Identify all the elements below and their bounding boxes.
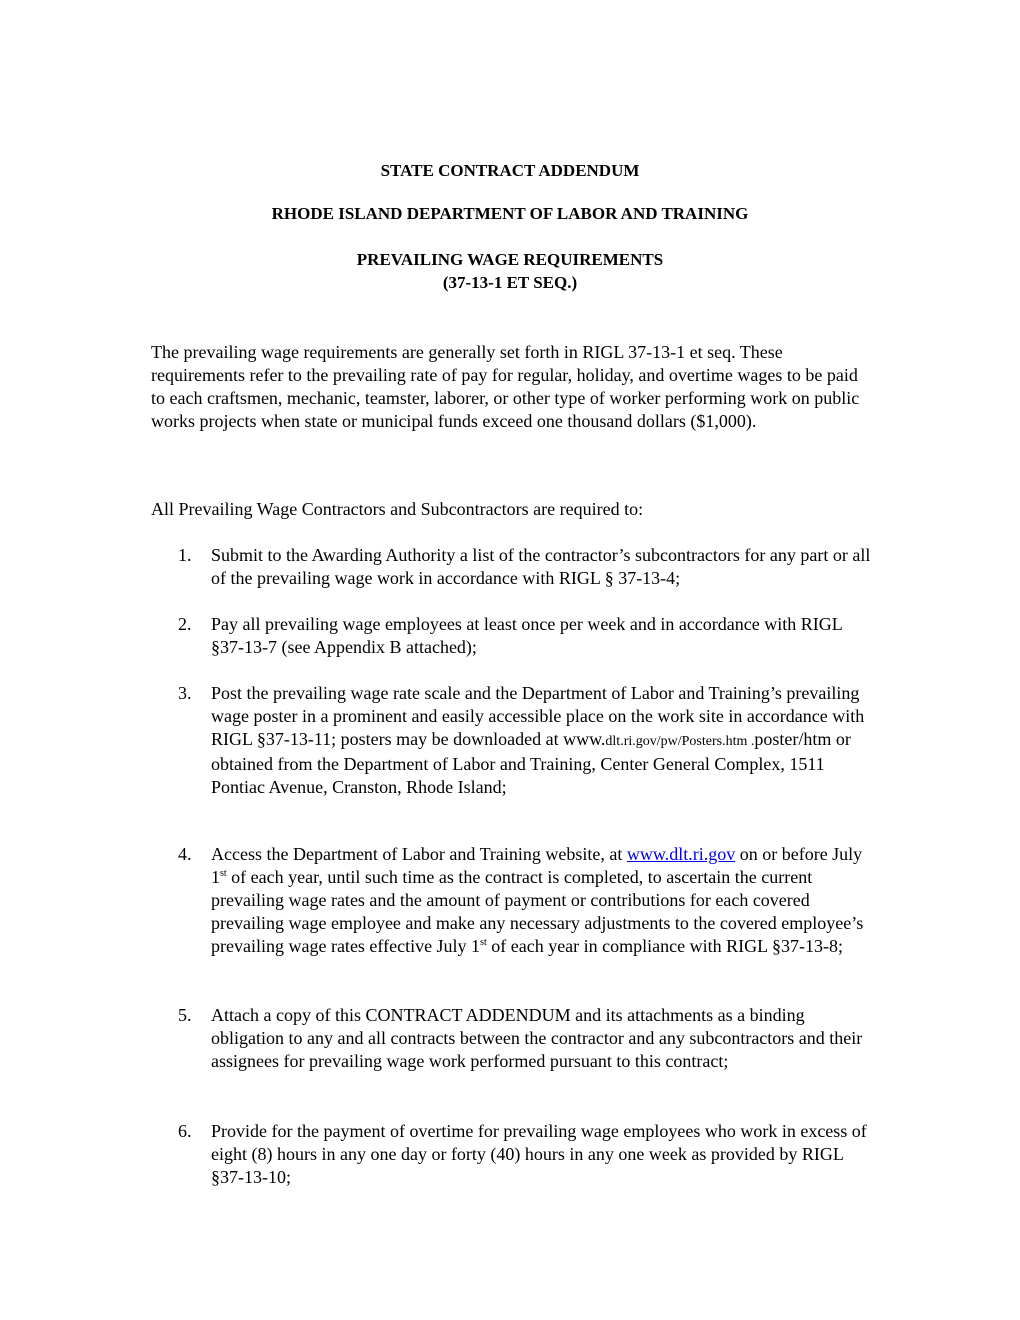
poster-url-link[interactable]: dlt.ri.gov/pw/Posters.htm . bbox=[605, 734, 755, 749]
document-title: STATE CONTRACT ADDENDUM bbox=[380, 161, 640, 180]
item-text-part: of each year, until such time as the contract is completed, to ascertain the current prevailing wage rates and the amount of payment or contributions for each covered prevailing wage employee and make any necessary adjustments to the covered employee’s prevailing wage rates effective July 1 bbox=[211, 867, 864, 956]
dlt-website-link[interactable]: www.dlt.ri.gov bbox=[626, 844, 736, 864]
item-text-part: Post the prevailing wage rate scale and the Department of Labor and Training’s prevailing wage poster in a prominent and easily accessible place on the work site in accordance with RIGL §37-13-11; posters may be downloaded at www. bbox=[211, 683, 865, 749]
item-text-part: of each year in compliance with RIGL §37-13-8; bbox=[486, 936, 843, 956]
list-item-number: 2. bbox=[178, 614, 192, 634]
list-item-text: Pay all prevailing wage employees at least once per week and in accordance with RIGL §37-13-7 (see Appendix B attached); bbox=[211, 614, 843, 657]
department-heading: RHODE ISLAND DEPARTMENT OF LABOR AND TRAINING bbox=[271, 204, 749, 223]
item-text-part: Access the Department of Labor and Training website, at bbox=[211, 844, 627, 864]
list-item-number: 6. bbox=[178, 1121, 192, 1141]
list-item bbox=[178, 843, 878, 958]
statute-heading: (37-13-1 ET SEQ.) bbox=[442, 273, 578, 292]
list-item-number: 1. bbox=[178, 545, 192, 565]
list-item bbox=[178, 1120, 878, 1189]
list-item-number: 4. bbox=[178, 844, 192, 864]
list-item-text: Attach a copy of this CONTRACT ADDENDUM and its attachments as a binding obligation to any and all contracts between the contractor and any subcontractors and their assignees for prevailing wage work performed pursuant to this contract; bbox=[211, 1005, 863, 1071]
ordinal-superscript: st bbox=[480, 937, 487, 948]
requirements-lead: All Prevailing Wage Contractors and Subcontractors are required to: bbox=[151, 499, 644, 519]
list-item-text: Provide for the payment of overtime for prevailing wage employees who work in excess of eight (8) hours in any one day or forty (40) hours in any one week as provided by RIGL §37-13-10; bbox=[211, 1121, 867, 1187]
section-heading: PREVAILING WAGE REQUIREMENTS bbox=[356, 250, 664, 269]
list-item bbox=[178, 682, 878, 799]
list-item bbox=[178, 544, 878, 590]
poster-url-suffix[interactable]: poster/htm bbox=[754, 729, 832, 749]
ordinal-superscript: st bbox=[220, 868, 227, 879]
list-item bbox=[178, 613, 878, 659]
list-item-text bbox=[211, 682, 876, 799]
item-text-part: or obtained from the Department of Labor and Training, Center General Complex, 1511 Pontiac Avenue, Cranston, Rhode Island; bbox=[211, 729, 851, 797]
list-item-text: Submit to the Awarding Authority a list of the contractor’s subcontractors for any part or all of the prevailing wage work in accordance with RIGL § 37-13-4; bbox=[211, 545, 871, 588]
list-item bbox=[178, 1004, 878, 1073]
list-item-number: 3. bbox=[178, 683, 192, 703]
item-text-part: on or before July 1 bbox=[211, 844, 863, 887]
list-item-text bbox=[211, 843, 876, 958]
list-item-number: 5. bbox=[178, 1005, 192, 1025]
intro-paragraph: The prevailing wage requirements are generally set forth in RIGL 37-13-1 et seq. These requirements refer to the prevailing rate of pay for regular, holiday, and overtime wages to be paid to each craftsmen, mechanic, teamster, laborer, or other type of worker performing work on public works projects when state or municipal funds exceed one thousand dollars ($1,000). bbox=[151, 342, 860, 431]
